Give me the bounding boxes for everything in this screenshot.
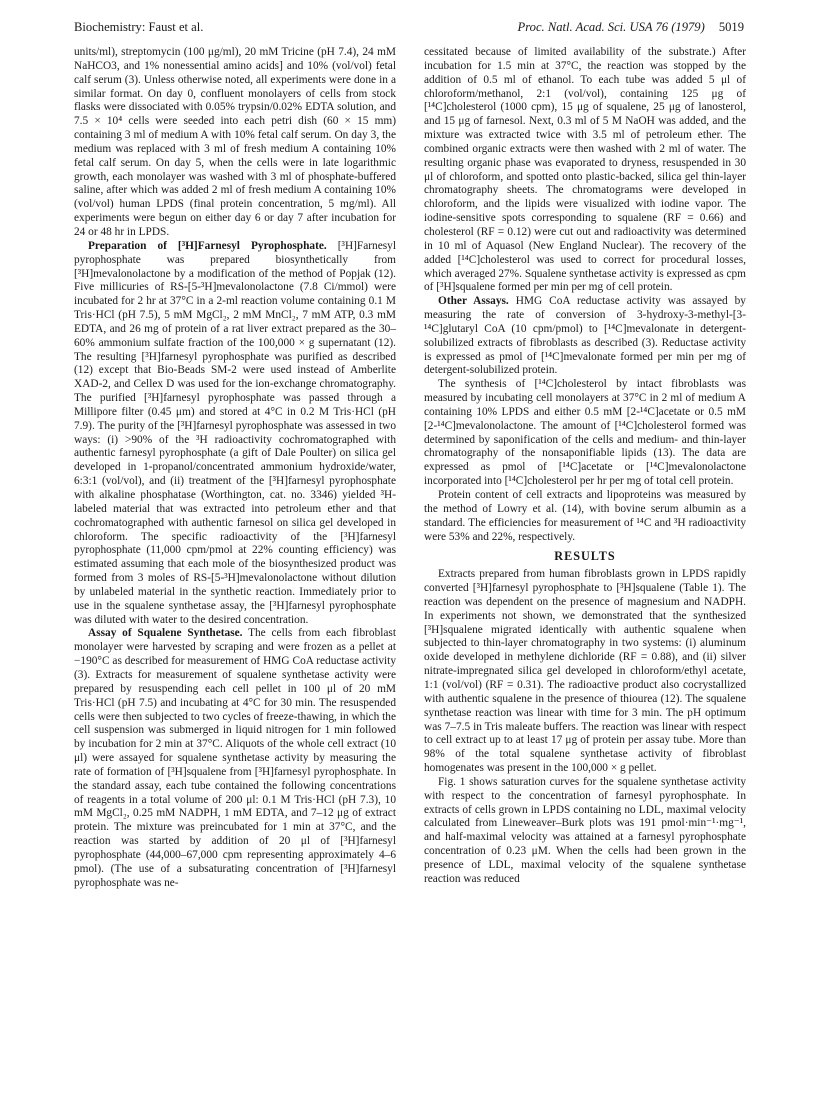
paragraph-other-assays bbox=[424, 295, 746, 378]
paragraph-results-1: Extracts prepared from human fibroblasts grown in LPDS rapidly converted [³H]farnesyl pyrophosphate to [³H]squalene (Table 1). The reaction was dependent on the presence of magnesium and NADPH. In experiments not shown, we demonstrated that the synthesized [³H]squalene migrated identically with authentic squalene when subjected to thin-layer chromatography in two systems: (i) aluminum oxide developed in methylene dichloride (RF = 0.88), and (ii) silver nitrate-impregnated silica gel developed in chloroform/ethyl acetate, 1:1 (vol/vol) (RF = 0.31). The radioactive product also cocrystallized with authentic squalene in the presence of thiourea (12). The squalene synthetase reaction was linear with time for 3 min. The pH optimum was 7–7.5 in Tris maleate buffers. The reaction was linear with respect to cell extract up to at least 17 μg of protein per assay tube. More than 98% of the total squalene synthetase activity of fibroblast homogenates was present in the 100,000 × g pellet. bbox=[424, 568, 746, 775]
section-heading-farnesyl: Preparation of [³H]Farnesyl Pyrophosphate. bbox=[88, 239, 327, 252]
paragraph-body: HMG CoA reductase activity was assayed by measuring the rate of conversion of 3-hydroxy-3-methyl-[3-¹⁴C]glutaryl CoA (10 cpm/pmol) to [¹⁴C]mevalonate in detergent-solubilized extracts of fibroblasts as described (3). Reductase activity is expressed as pmol of [¹⁴C]mevalonate formed per min per mg of detergent-solubilized protein. bbox=[424, 295, 746, 377]
page-number: 5019 bbox=[718, 20, 744, 34]
section-heading-squalene-assay: Assay of Squalene Synthetase. bbox=[88, 627, 243, 640]
right-column bbox=[424, 46, 746, 887]
paragraph-body: The cells from each fibroblast monolayer were harvested by scraping and were frozen as a pellet at −190°C as described for measurement of HMG CoA reductase activity (3). Extracts for measurement of squalene synthetase activity were prepared by resuspending each cell pellet in 100 μl of 20 mM Tris·HCl (pH 7.5) and incubating at 4°C for 30 min. The resuspended cells were then subjected to two cycles of freeze-thawing, in which the cell suspension was submerged in liquid nitrogen for 1 min followed by incubation for 2 min at 37°C. Aliquots of the whole cell extract (10 μl) were assayed for squalene synthetase activity by measuring the rate of formation of [³H]squalene from [³H]farnesyl pyrophosphate. In the standard assay, each tube contained the following concentrations of reagents in a total volume of 200 μl: 0.1 M Tris·HCl (pH 7.3), 10 mM MgCl₂, 0.25 mM NADPH, 1 mM EDTA, and 7–12 μg of extract protein. The mixture was preincubated for 1 min at 37°C, and the reaction was started by addition of 20 μl of [³H]farnesyl pyrophosphate (44,000–67,000 cpm representing approximately 4–6 pmol). (The use of a subsaturating concentration of [³H]farnesyl pyrophosphate was ne- bbox=[74, 627, 396, 889]
paragraph-results-2: Fig. 1 shows saturation curves for the squalene synthetase activity with respect to the concentration of farnesyl pyrophosphate. In extracts of cells grown in LPDS containing no LDL, maximal velocity calculated from Lineweaver–Burk plots was 191 pmol·min⁻¹·mg⁻¹, and half-maximal velocity was attained at a farnesyl pyrophosphate concentration of 0.23 μM. When the cells had been grown in the presence of LDL, maximal velocity of the squalene synthetase reaction was reduced bbox=[424, 775, 746, 885]
journal-name: Proc. Natl. Acad. Sci. USA 76 (1979) bbox=[517, 20, 705, 34]
paragraph-body: [³H]Farnesyl pyrophosphate was prepared biosynthetically from [³H]mevalonolactone by a modification of the method of Popjak (12). Five millicuries of RS-[5-³H]mevalonolactone (7.8 Ci/mmol) were incubated for 2 hr at 37°C in a 2-ml reaction volume containing 0.1 M Tris·HCl (pH 7.5), 5 mM MgCl₂, 2 mM MnCl₂, 7 mM ATP, 0.3 mM EDTA, and 26 mg of protein of a rat liver extract prepared as the 30–60% ammonium sulfate fraction of the 100,000 × g supernatant (12). The resulting [³H]farnesyl pyrophosphate was purified as described (12) except that Bio-Beads SM-2 were used instead of Amberlite XAD-2, and Cellex D was used for the ion-exchange chromatography. The purified [³H]farnesyl pyrophosphate was passed through a Millipore filter (0.45 μm) and stored at 4°C in 0.2 M Tris·HCl (pH 7.9). The purity of the [³H]farnesyl pyrophosphate was assessed in two ways: (i) >90% of the ³H radioactivity cochromatographed with authentic farnesyl pyrophosphate (a gift of Dale Poulter) on silica gel developed in 1-propanol/concentrated ammonium hydroxide/water, 6:3:1 (vol/vol), and (ii) treatment of the [³H]farnesyl pyrophosphate with alkaline phosphatase (Worthington, cat. no. 3346) yielded ³H-labeled material that was extracted into petroleum ether and that cochromatographed with authentic farnesol on silica gel developed in chloroform. The specific radioactivity of the [³H]farnesyl pyrophosphate (11,000 cpm/pmol at 22% counting efficiency) was estimated assuming that each mole of the biosynthesized product was formed from 3 moles of RS-[5-³H]mevalonolactone without dilution by unlabeled material in the synthetic reaction. Immediately prior to use in the squalene synthetase assay, the [³H]farnesyl pyrophosphate was diluted with water to the desired concentration. bbox=[74, 239, 396, 626]
section-heading-other-assays: Other Assays. bbox=[438, 295, 509, 308]
left-column bbox=[74, 46, 396, 890]
section-heading-results: RESULTS bbox=[554, 549, 616, 564]
journal-citation bbox=[518, 20, 744, 35]
paragraph-protein-content: Protein content of cell extracts and lipoproteins was measured by the method of Lowry et al. (14), with bovine serum albumin as a standard. The efficiencies for measurement of ¹⁴C and ³H radioactivity were 53% and 22%, respectively. bbox=[424, 489, 746, 543]
running-title: Biochemistry: Faust et al. bbox=[74, 20, 204, 34]
paragraph-cholesterol-synthesis: The synthesis of [¹⁴C]cholesterol by intact fibroblasts was measured by incubating cell monolayers at 37°C in 2 ml of medium A containing 10% LPDS and either 0.5 mM [2-¹⁴C]acetate or 0.5 mM [2-¹⁴C]mevalonolactone. The amount of [¹⁴C]cholesterol formed was determined by saponification of the cells and medium- and thin-layer chromatography of the nonsaponifiable lipids (13). The data are expressed as pmol of [¹⁴C]acetate or [¹⁴C]mevalonolactone incorporated into [¹⁴C]cholesterol per hr per mg of total cell protein. bbox=[424, 378, 746, 488]
paragraph-farnesyl-preparation bbox=[74, 240, 396, 628]
running-header bbox=[74, 20, 744, 38]
paragraph-culture-conditions: units/ml), streptomycin (100 μg/ml), 20 mM Tricine (pH 7.4), 24 mM NaHCO3, and 1% nonessential amino acids] and 10% (vol/vol) fetal calf serum (3). Unless otherwise noted, all experiments were done in a similar format. On day 0, confluent monolayers of cells from stock flasks were dissociated with 0.05% trypsin/0.02% EDTA solution, and 7.5 × 10⁴ cells were seeded into each petri dish (60 × 15 mm) containing 3 ml of medium A with 10% fetal calf serum. On day 3, the medium was replaced with 3 ml of fresh medium A containing 10% fetal calf serum. On day 5, when the cells were in late logarithmic growth, each monolayer was washed with 3 ml of phosphate-buffered saline, after which was added 2 ml of fresh medium A containing 10% (vol/vol) human LPDS (final protein concentration, 5 mg/ml). All experiments were begun on either day 6 or day 7 after incubation for 24 or 48 hr in LPDS. bbox=[74, 46, 396, 238]
paragraph-squalene-assay bbox=[74, 627, 396, 890]
paragraph-assay-continued: cessitated because of limited availability of the substrate.) After incubation for 1.5 min at 37°C, the reaction was stopped by the addition of 0.5 ml of ethanol. To each tube was added 5 μl of chloroform/methanol, 2:1 (vol/vol), containing 125 μg of [¹⁴C]cholesterol (1000 cpm), 15 μg of squalene, 25 μg of lanosterol, and 15 μg of farnesol. Next, 0.3 ml of 5 M NaOH was added, and the mixture was extracted twice with 3.5 ml of petroleum ether. The combined organic extracts were then washed with 2 ml of water. The resulting organic phase was evaporated to dryness, resuspended in 30 μl of chloroform, and spotted onto plastic-backed, silica gel thin-layer chromatography sheets. The chromatograms were developed in chloroform, and the lipids were visualized with iodine vapor. The iodine-sensitive spots corresponding to squalene (RF = 0.66) and cholesterol (RF = 0.12) were cut out and radioactivity was determined in 10 ml of Aquasol (New England Nuclear). The recovery of the added [¹⁴C]cholesterol was used to correct for procedural losses, which averaged 27%. Squalene synthetase activity is expressed as cpm of [³H]squalene formed per min per mg of cell protein. bbox=[424, 46, 746, 294]
